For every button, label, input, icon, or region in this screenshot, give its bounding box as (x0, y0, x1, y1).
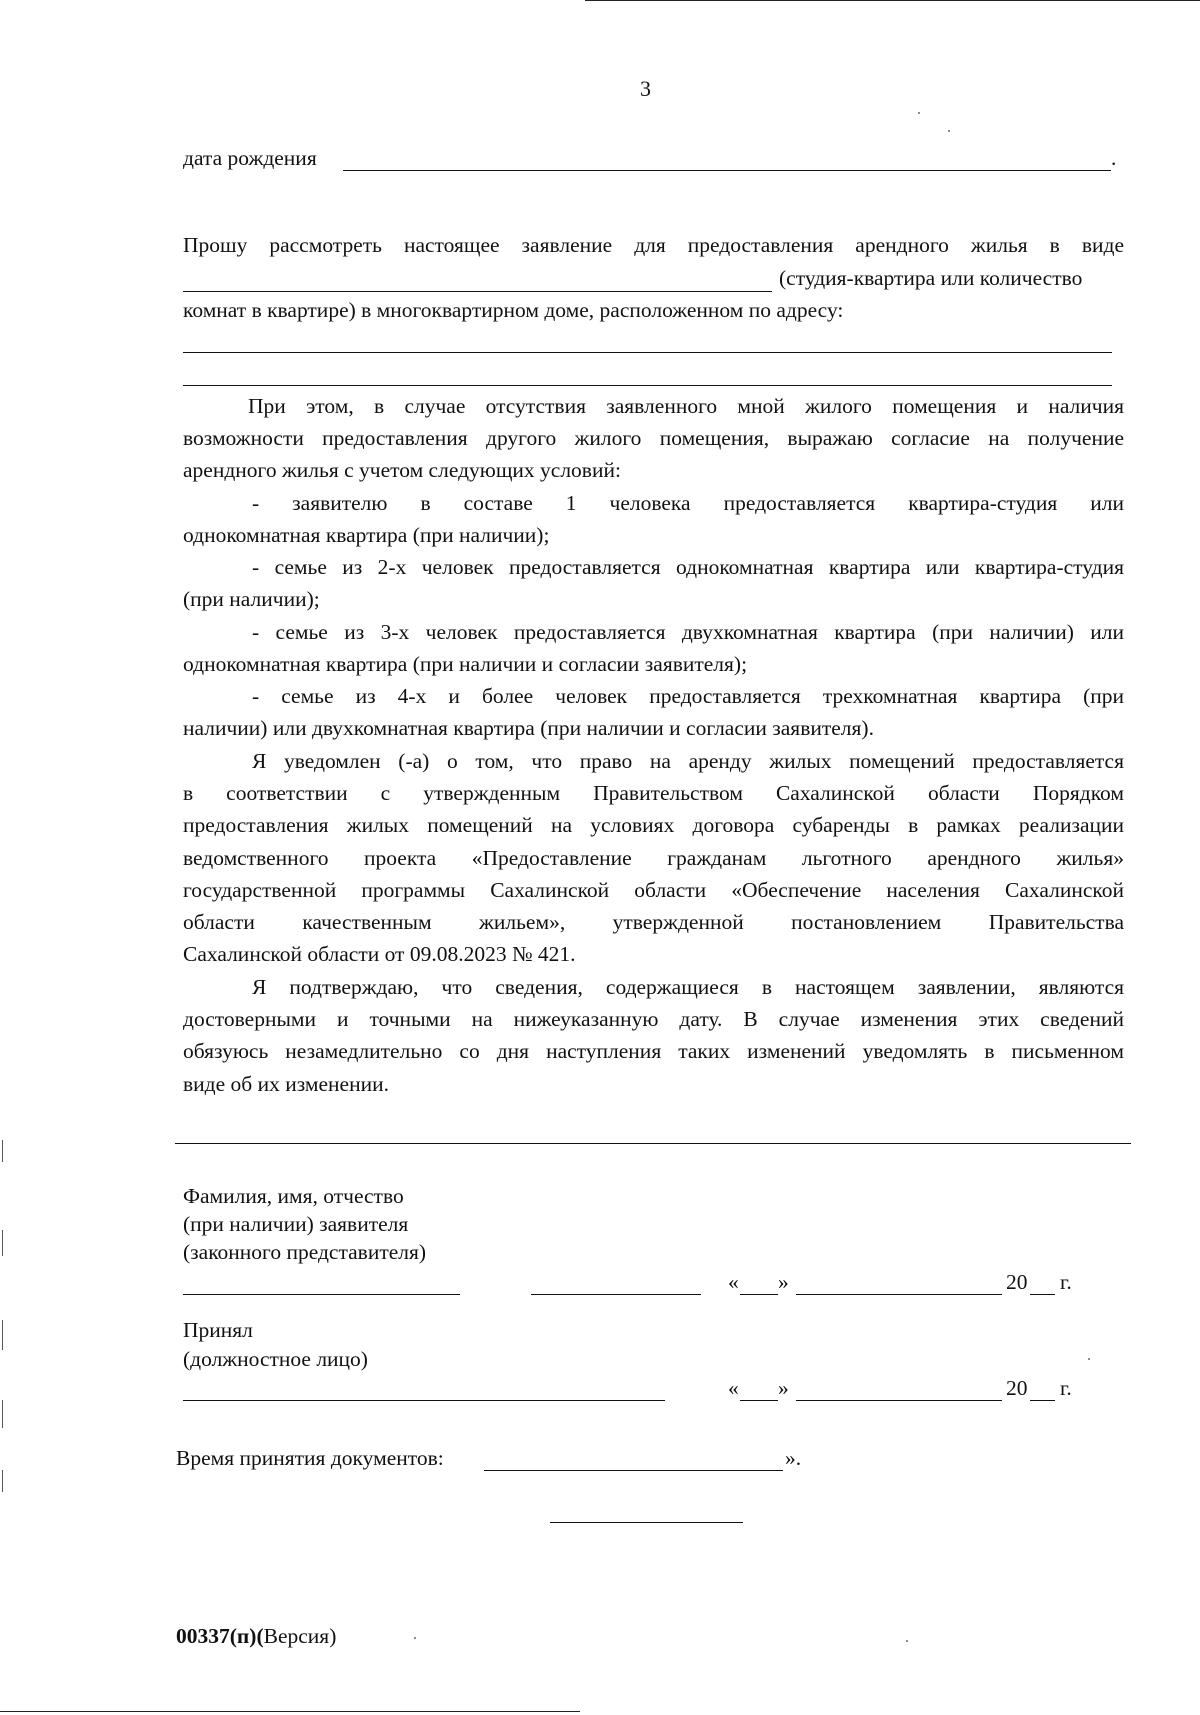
applicant-label-line-1: Фамилия, имя, отчество (183, 1184, 404, 1208)
applicant-name-field[interactable] (183, 1294, 460, 1295)
scan-edge-left-mark (2, 1230, 3, 1256)
confirm-line-3: обязуюсь незамедлительно со дня наступления таких изменений уведомлять в письменном (183, 1039, 1124, 1063)
condition-3-line-1: - семье из 3-х человек предоставляется двухкомнатная квартира (при наличии) или (252, 620, 1124, 644)
acceptance-time-label: Время принятия документов: (176, 1446, 444, 1470)
notice-line-5: государственной программы Сахалинской области «Обеспечение населения Сахалинской (183, 878, 1124, 902)
address-field-line-1[interactable] (183, 352, 1112, 353)
condition-1-line-1: - заявителю в составе 1 человека предоставляется квартира-студия или (252, 491, 1124, 515)
birth-date-field[interactable] (343, 170, 1111, 171)
condition-1-line-2: однокомнатная квартира (при наличии); (183, 523, 550, 547)
footer-label (176, 1620, 336, 1652)
scan-edge-left-mark (2, 1400, 3, 1428)
acceptance-time-field[interactable] (484, 1470, 783, 1471)
request-line-3: комнат в квартире) в многоквартирном доме, расположенном по адресу: (183, 298, 844, 322)
notice-line-6: области качественным жильем», утвержденной постановлением Правительства (183, 910, 1124, 934)
notice-line-3: предоставления жилых помещений на условиях договора субаренды в рамках реализации (183, 813, 1124, 837)
consent-line-3: арендного жилья с учетом следующих условий: (183, 458, 621, 482)
request-line-2-suffix: (студия-квартира или количество (779, 266, 1083, 290)
condition-2-line-2: (при наличии); (183, 587, 320, 611)
notice-line-7: Сахалинской области от 09.08.2023 № 421. (183, 942, 576, 966)
official-date-year-field[interactable] (1030, 1400, 1055, 1401)
official-date-month-field[interactable] (796, 1400, 1002, 1401)
birth-date-end-mark: . (1111, 146, 1117, 170)
acceptance-time-end: ». (785, 1446, 802, 1470)
condition-2-line-1: - семье из 2-х человек предоставляется однокомнатная квартира или квартира-студия (252, 555, 1124, 579)
condition-4-line-2: наличии) или двухкомнатная квартира (при наличии и согласии заявителя). (183, 716, 874, 740)
applicant-date-day-field[interactable] (740, 1294, 778, 1295)
applicant-date-year-field[interactable] (1030, 1294, 1055, 1295)
section-separator (175, 1143, 1131, 1144)
applicant-date-month-field[interactable] (796, 1294, 1002, 1295)
official-date-year-prefix: 20 (1006, 1376, 1028, 1400)
applicant-date-quote-close: » (778, 1270, 789, 1294)
scan-speck (1088, 1358, 1090, 1360)
consent-line-1: При этом, в случае отсутствия заявленного мной жилого помещения и наличия (248, 394, 1124, 418)
scan-edge-top (585, 0, 1200, 1)
official-date-day-field[interactable] (740, 1400, 778, 1401)
footer-version: Версия) (263, 1624, 337, 1648)
official-date-quote-open: « (728, 1376, 739, 1400)
official-name-field[interactable] (183, 1400, 665, 1401)
notice-line-1: Я уведомлен (-а) о том, что право на аренду жилых помещений предоставляется (252, 749, 1124, 773)
applicant-date-quote-open: « (728, 1270, 739, 1294)
housing-type-field[interactable] (183, 291, 772, 292)
address-field-line-2[interactable] (183, 385, 1112, 386)
closing-rule (550, 1522, 743, 1523)
birth-date-label: дата рождения (183, 146, 317, 170)
scan-speck (948, 130, 950, 132)
scan-edge-left-mark (2, 1140, 3, 1162)
confirm-line-1: Я подтверждаю, что сведения, содержащиеся в настоящем заявлении, являются (252, 975, 1124, 999)
scan-speck (414, 1637, 416, 1639)
official-label-line-1: Принял (183, 1318, 253, 1342)
condition-4-line-1: - семье из 4-х и более человек предоставляется трехкомнатная квартира (при (252, 684, 1124, 708)
page-number: 3 (640, 76, 651, 101)
notice-line-2: в соответствии с утвержденным Правительством Сахалинской области Порядком (183, 781, 1124, 805)
condition-3-line-2: однокомнатная квартира (при наличии и согласии заявителя); (183, 652, 748, 676)
request-line-1: Прошу рассмотреть настоящее заявление для предоставления арендного жилья в виде (183, 233, 1124, 257)
official-date-quote-close: » (778, 1376, 789, 1400)
applicant-signature-field[interactable] (531, 1294, 701, 1295)
scan-edge-left-mark (2, 1320, 3, 1350)
scan-edge-bottom (0, 1711, 580, 1712)
scan-speck (918, 112, 920, 114)
applicant-date-year-suffix: г. (1060, 1270, 1072, 1294)
scan-speck (906, 1640, 908, 1642)
confirm-line-2: достоверными и точными на нижеуказанную дату. В случае изменения этих сведений (183, 1007, 1124, 1031)
applicant-label-line-2: (при наличии) заявителя (183, 1212, 409, 1236)
official-date-year-suffix: г. (1060, 1376, 1072, 1400)
consent-line-2: возможности предоставления другого жилого помещения, выражаю согласие на получение (183, 426, 1124, 450)
confirm-line-4: виде об их изменении. (183, 1072, 389, 1096)
notice-line-4: ведомственного проекта «Предоставление гражданам льготного арендного жилья» (183, 846, 1124, 870)
applicant-label-line-3: (законного представителя) (183, 1240, 427, 1264)
official-label-line-2: (должностное лицо) (183, 1347, 368, 1371)
footer-document-code: 00337(п)( (176, 1624, 264, 1648)
applicant-date-year-prefix: 20 (1006, 1270, 1028, 1294)
scan-edge-left-mark (2, 1470, 3, 1492)
